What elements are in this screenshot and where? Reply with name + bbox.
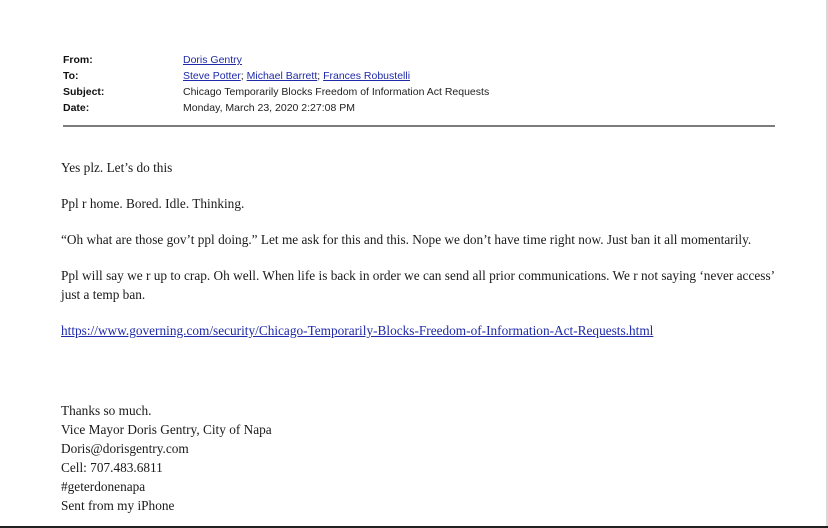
subject-value: Chicago Temporarily Blocks Freedom of Information Act Requests bbox=[183, 86, 490, 98]
signature-name-title: Vice Mayor Doris Gentry, City of Napa bbox=[61, 422, 272, 437]
email-signature bbox=[61, 401, 272, 515]
recipient-link[interactable]: Steve Potter bbox=[183, 70, 241, 82]
to-recipients bbox=[183, 68, 410, 84]
to-row bbox=[63, 68, 775, 84]
signature-cell: Cell: 707.483.6811 bbox=[61, 460, 163, 475]
article-link-paragraph bbox=[61, 321, 791, 340]
from-label: From: bbox=[63, 54, 93, 66]
paragraph-gap bbox=[61, 249, 791, 266]
recipient-separator: ; bbox=[317, 70, 324, 82]
paragraph-gap bbox=[61, 177, 791, 194]
recipient-link[interactable]: Michael Barrett bbox=[246, 70, 318, 82]
from-row bbox=[63, 52, 775, 68]
subject-label: Subject: bbox=[63, 86, 105, 98]
paragraph-gap bbox=[61, 304, 791, 321]
signature-sent-from: Sent from my iPhone bbox=[61, 498, 175, 513]
date-row bbox=[63, 100, 775, 116]
body-paragraph: “Oh what are those gov’t ppl doing.” Let me ask for this and this. Nope we don’t have time right now. Just ban it all momentarily. bbox=[61, 232, 752, 247]
to-label: To: bbox=[63, 70, 79, 82]
recipient-separator: ; bbox=[240, 70, 247, 82]
signature-email: Doris@dorisgentry.com bbox=[61, 441, 189, 456]
body-paragraph: Yes plz. Let’s do this bbox=[61, 160, 173, 175]
recipient-link[interactable]: Frances Robustelli bbox=[323, 70, 411, 82]
header-divider bbox=[63, 125, 775, 127]
from-sender-link[interactable]: Doris Gentry bbox=[183, 54, 242, 66]
body-paragraph: Ppl will say we r up to crap. Oh well. When life is back in order we can send all prior communications. We r not saying ‘never access’ just a temp ban. bbox=[61, 268, 775, 302]
signature-thanks: Thanks so much. bbox=[61, 403, 152, 418]
email-header bbox=[63, 52, 775, 116]
body-paragraph: Ppl r home. Bored. Idle. Thinking. bbox=[61, 196, 245, 211]
email-body bbox=[61, 158, 791, 340]
paragraph-gap bbox=[61, 213, 791, 230]
date-label: Date: bbox=[63, 102, 90, 114]
signature-hashtag: #geterdonenapa bbox=[61, 479, 146, 494]
subject-row bbox=[63, 84, 775, 100]
article-link[interactable]: https://www.governing.com/security/Chicago-Temporarily-Blocks-Freedom-of-Information-Act-Requests.html bbox=[61, 323, 654, 338]
date-value: Monday, March 23, 2020 2:27:08 PM bbox=[183, 102, 355, 114]
